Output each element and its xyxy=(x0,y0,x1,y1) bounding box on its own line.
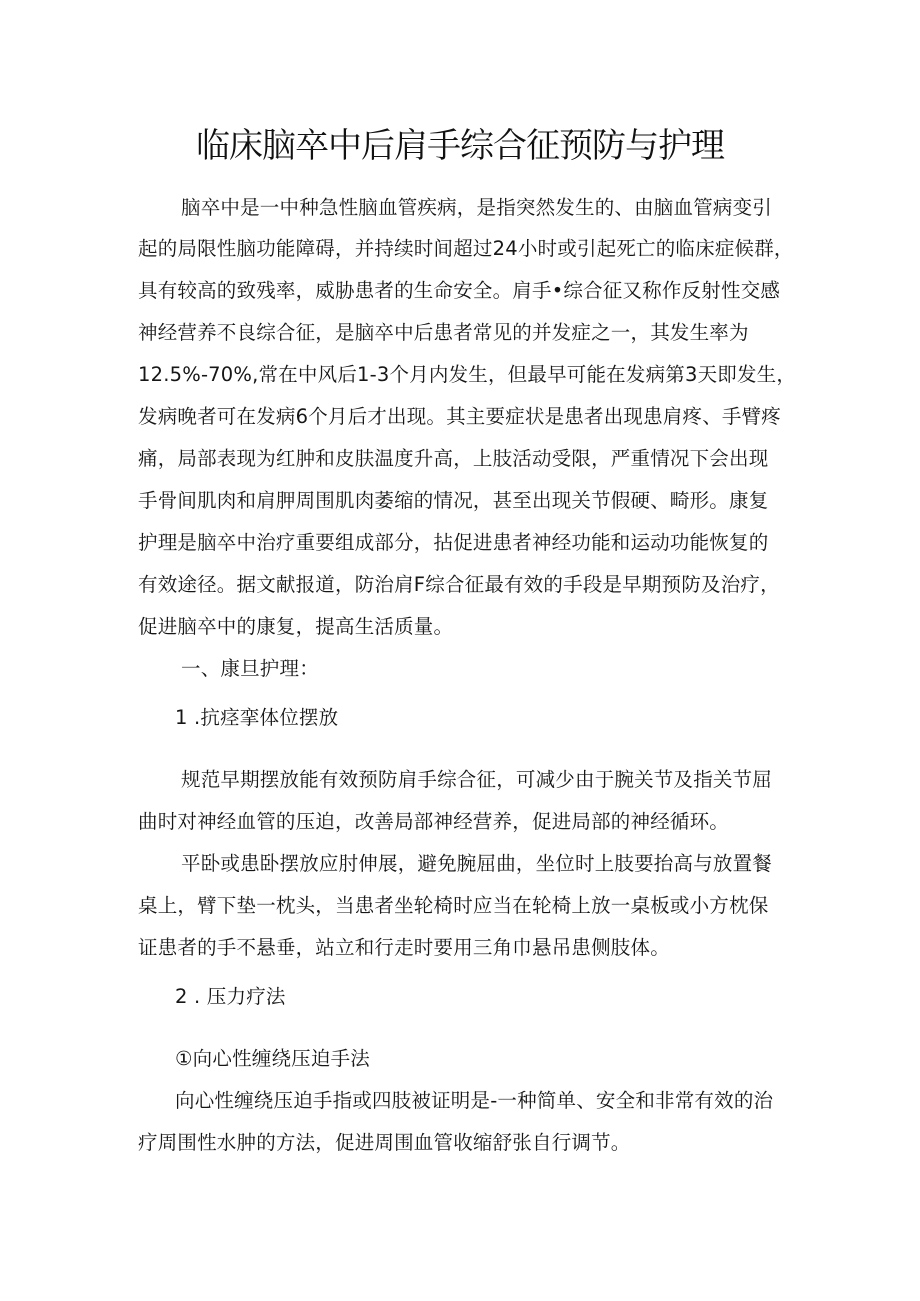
paragraph-line: 证患者的手不悬垂，站立和行走时要用三角巾悬吊患侧肢体。 xyxy=(138,936,670,959)
paragraph-line: 曲时对神经血管的压迫，改善局部神经营养，促进局部的神经循环。 xyxy=(138,810,730,833)
paragraph-line: 向心性缠绕压迫手指或四肢被证明是-一种简单、安全和非常有效的治 xyxy=(175,1089,774,1112)
intro-line: 12.5%-70%,常在中风后1-3个月内发生，但最早可能在发病第3天即发生， xyxy=(138,363,797,386)
intro-line: 神经营养不良综合征，是脑卒中后患者常见的并发症之一，其发生率为 xyxy=(138,321,749,344)
intro-line: 脑卒中是一中种急性脑血管疾病，是指突然发生的、由脑血管病变引 xyxy=(181,196,773,219)
intro-line: 起的局限性脑功能障碍，并持续时间超过24小时或引起死亡的临床症候群， xyxy=(138,237,794,260)
document-title: 临床脑卒中后肩手综合征预防与护理 xyxy=(196,126,724,166)
paragraph-line: 桌上，臂下垫一枕头，当患者坐轮椅时应当在轮椅上放一桌板或小方枕保 xyxy=(138,894,769,917)
intro-line: 手骨间肌肉和肩胛周围肌肉萎缩的情况，甚至出现关节假硬、畸形。康复 xyxy=(138,489,769,512)
sub-heading: ①向心性缠绕压迫手法 xyxy=(175,1047,370,1070)
item-heading: 1 .抗痉挛体位摆放 xyxy=(175,706,339,729)
paragraph-line: 规范早期摆放能有效预防肩手综合征，可减少由于腕关节及指关节屈 xyxy=(181,768,773,791)
intro-line: 有效途径。据文献报道，防治肩F综合征最有效的手段是早期预防及治疗， xyxy=(138,573,780,596)
section-heading: 一、康旦护理： xyxy=(181,657,319,680)
intro-line: 促进脑卒中的康复，提高生活质量。 xyxy=(138,615,454,638)
item-heading: 2 . 压力疗法 xyxy=(175,985,286,1008)
intro-line: 护理是脑卒中治疗重要组成部分，拈促进患者神经功能和运动功能恢复的 xyxy=(138,531,769,554)
intro-line: 具有较高的致残率，威胁患者的生命安全。肩手•综合征又称作反射性交感 xyxy=(138,279,781,302)
intro-line: 发病晚者可在发病6个月后才出现。其主要症状是患者出现患肩疼、手臂疼 xyxy=(138,405,782,428)
paragraph-line: 疗周围性水肿的方法，促进周围血管收缩舒张自行调节。 xyxy=(138,1131,631,1154)
intro-line: 痛，局部表现为红肿和皮肤温度升高，上肢活动受限，严重情况下会出现 xyxy=(138,447,769,470)
paragraph-line: 平卧或患卧摆放应肘伸展，避免腕屈曲，坐位时上肢要抬高与放置餐 xyxy=(181,852,773,875)
